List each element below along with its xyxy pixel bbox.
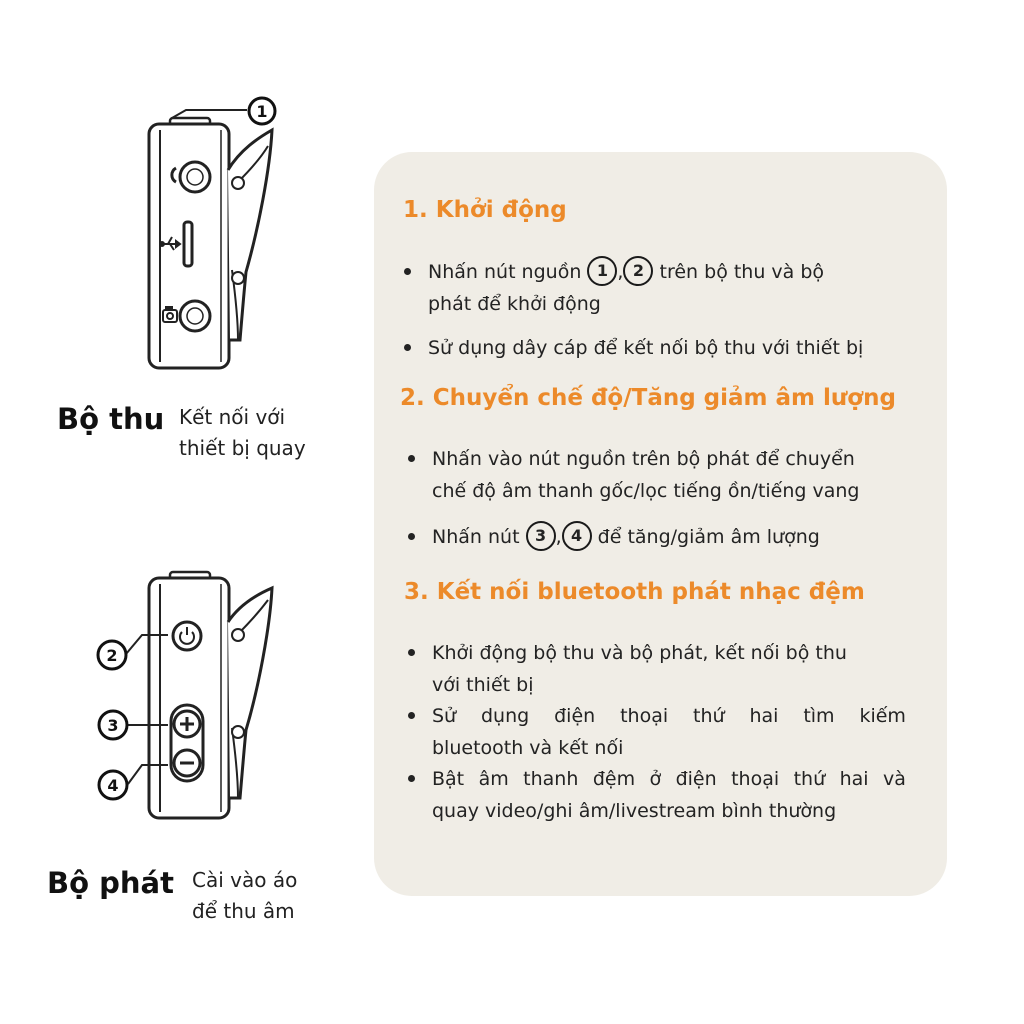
s3b3-word: thoại bbox=[731, 768, 780, 790]
s3b3-word: ở bbox=[649, 768, 662, 790]
section3-bullet-3 bbox=[432, 763, 906, 827]
callout-3 bbox=[99, 711, 127, 739]
s3b2-word: tìm bbox=[803, 705, 835, 727]
s3b3-word: điện bbox=[675, 768, 717, 790]
s3b2-word: hai bbox=[749, 705, 779, 727]
s2b2-pre: Nhấn nút bbox=[432, 526, 520, 548]
volume-down-button bbox=[174, 750, 200, 776]
s1b1-line2: phát để khởi động bbox=[428, 293, 601, 315]
s1b1-comma: , bbox=[617, 261, 624, 283]
callout-ref-3: 3 bbox=[526, 521, 556, 551]
section3-bullet-1 bbox=[432, 637, 922, 701]
s1b1-post: trên bộ thu và bộ bbox=[659, 261, 825, 283]
callout-3-text: 3 bbox=[107, 716, 119, 735]
callout-4 bbox=[99, 771, 127, 799]
callout-ref-2: 2 bbox=[623, 256, 653, 286]
callout-ref-4: 4 bbox=[562, 521, 592, 551]
receiver-name: Bộ thu bbox=[57, 402, 165, 436]
s1b1-pre: Nhấn nút nguồn bbox=[428, 261, 582, 283]
s2b2-post: để tăng/giảm âm lượng bbox=[597, 526, 820, 548]
callout-ref-1: 1 bbox=[587, 256, 617, 286]
s3b3-word: thanh bbox=[523, 768, 579, 790]
power-button bbox=[173, 622, 201, 650]
section2-bullet-1 bbox=[432, 443, 922, 507]
volume-up-button bbox=[174, 711, 200, 737]
transmitter-desc-line1: Cài vào áo bbox=[192, 868, 298, 892]
callout-1-text: 1 bbox=[256, 102, 268, 121]
s2b1-line1: Nhấn vào nút nguồn trên bộ phát để chuyển bbox=[432, 448, 855, 470]
section3-heading: 3. Kết nối bluetooth phát nhạc đệm bbox=[404, 579, 865, 605]
s3b2-word: điện bbox=[554, 705, 596, 727]
section2-heading: 2. Chuyển chế độ/Tăng giảm âm lượng bbox=[400, 385, 896, 411]
s3b3-word: âm bbox=[478, 768, 509, 790]
receiver-description bbox=[179, 402, 306, 464]
transmitter-name: Bộ phát bbox=[47, 866, 174, 900]
section3-bullet-2 bbox=[432, 700, 906, 764]
s2b1-line2: chế độ âm thanh gốc/lọc tiếng ồn/tiếng vang bbox=[432, 480, 860, 502]
s3b1-line2: với thiết bị bbox=[432, 674, 534, 696]
receiver-desc-line1: Kết nối với bbox=[179, 405, 286, 429]
callout-4-text: 4 bbox=[107, 776, 119, 795]
s3b3-word: và bbox=[882, 768, 906, 790]
section1-bullet-2 bbox=[428, 332, 918, 364]
s2b2-comma: , bbox=[555, 526, 562, 548]
s3b2-word: Sử bbox=[432, 705, 457, 727]
receiver-desc-line2: thiết bị quay bbox=[179, 436, 306, 460]
section1-heading: 1. Khởi động bbox=[403, 197, 567, 223]
s3b2-word: kiếm bbox=[859, 705, 906, 727]
s3b3-word: Bật bbox=[432, 768, 465, 790]
s3b2-word: dụng bbox=[481, 705, 530, 727]
s3b2-line2: bluetooth và kết nối bbox=[432, 737, 624, 759]
s3b3-line2: quay video/ghi âm/livestream bình thường bbox=[432, 800, 837, 822]
transmitter-desc-line2: để thu âm bbox=[192, 899, 295, 923]
s3b3-word: đệm bbox=[592, 768, 636, 790]
s3b1-line1: Khởi động bộ thu và bộ phát, kết nối bộ thu bbox=[432, 642, 847, 664]
s1b2-text: Sử dụng dây cáp để kết nối bộ thu với thiết bị bbox=[428, 337, 864, 359]
section2-bullet-2 bbox=[432, 521, 902, 553]
s3b2-word: thoại bbox=[620, 705, 669, 727]
s3b2-word: thứ bbox=[693, 705, 725, 727]
callout-2 bbox=[98, 641, 126, 669]
transmitter-description bbox=[192, 865, 297, 927]
section1-bullet-1 bbox=[428, 256, 888, 320]
callout-2-text: 2 bbox=[106, 646, 118, 665]
s3b3-word: thứ bbox=[793, 768, 826, 790]
s3b3-word: hai bbox=[839, 768, 869, 790]
